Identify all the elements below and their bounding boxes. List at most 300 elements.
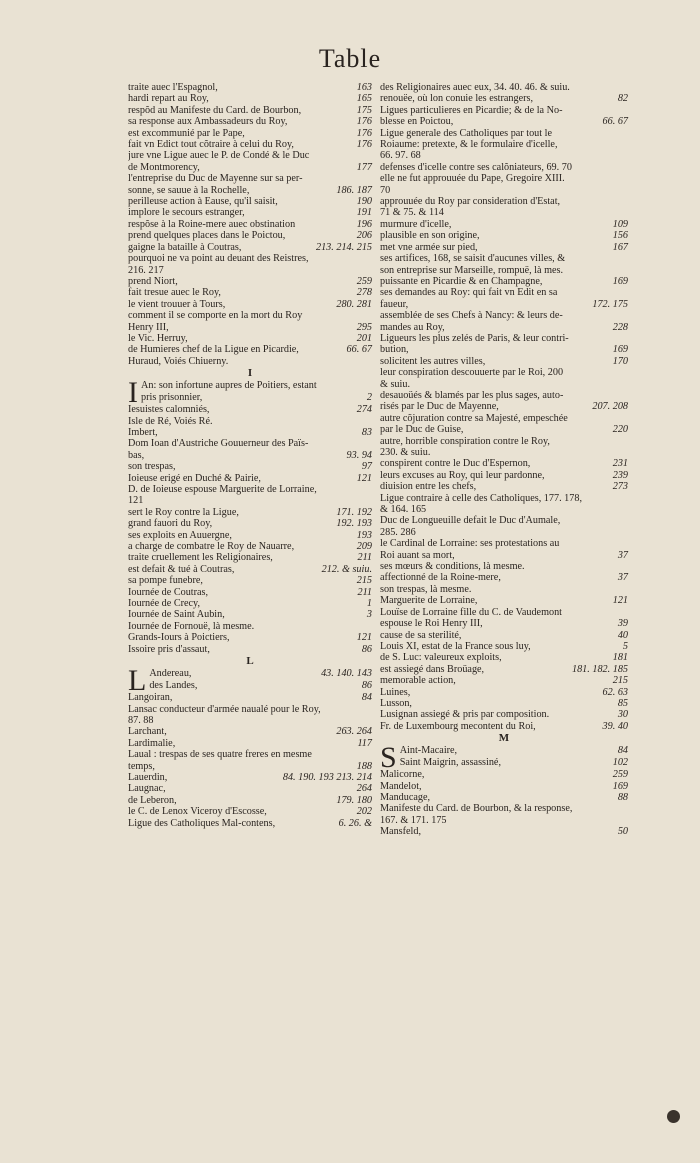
entry-text: l'entreprise du Duc de Mayenne sur sa per- [128,173,303,185]
index-entry [141,392,372,403]
entry-pages: 102 [612,756,628,768]
index-entry [380,196,628,207]
index-entry [141,380,372,391]
entry-pages: 181. 182. 185 [571,663,628,675]
entry-pages: 169 [612,275,628,287]
entry-text: Mandelot, [380,780,422,792]
entry-pages: 117 [357,737,372,749]
index-entry [380,185,628,196]
index-entry [380,401,628,412]
entry-text: fait tresue auec le Roy, [128,287,221,299]
entry-text: D. de Ioieuse espouse Marguerite de Lorraine, [128,484,317,495]
index-entry [380,344,628,355]
index-entry [380,721,628,732]
entry-text: defenses d'icelle contre ses calõniateurs, 69. 70 [380,161,572,173]
entry-text: Lardimalie, [128,737,176,749]
index-entry [380,242,628,253]
index-entry [380,595,628,606]
entries-m-first [400,745,628,769]
index-entry [149,668,372,679]
index-entry [128,276,372,287]
entry-text: autre, horrible conspiration contre le Roy, [380,435,550,447]
entry-text: pourquoi ne va point au deuant des Reistres, [128,253,309,265]
entry-pages: 215 [612,675,628,687]
entry-pages: 280. 281 [336,298,372,310]
entries-l [128,692,372,829]
index-entry [128,461,372,472]
entry-pages: 121 [356,472,372,484]
index-entry [380,413,628,424]
entry-pages: 86 [361,679,372,691]
entry-text: comment il se comporte en la mort du Roy [128,310,303,322]
index-entry [380,276,628,287]
entries-i-first [141,380,372,404]
index-entry [128,818,372,829]
entry-text: de Montmorency, [128,161,200,173]
entry-pages: 165 [356,93,372,105]
index-entry [128,116,372,127]
entry-pages: 3 [366,609,372,621]
entry-text: prend quelques places dans le Poictou, [128,230,286,242]
index-entry [380,561,628,572]
index-entry [128,609,372,620]
index-entry [380,150,628,161]
index-entry [128,404,372,415]
entry-text: espouse le Roi Henry III, [380,618,483,630]
entry-text: pris prisonnier, [141,391,203,403]
entry-text: Iournée de Coutras, [128,586,209,598]
entry-pages: 66. 67 [602,116,628,128]
entry-pages: 211 [357,586,372,598]
index-entry [380,390,628,401]
index-entry [380,515,628,526]
index-entry [380,458,628,469]
entry-pages: 190 [356,196,372,208]
entry-pages: 220 [612,424,628,436]
index-entry [128,253,372,264]
index-entry [380,139,628,150]
index-entry [128,438,372,449]
entry-pages: 259 [356,275,372,287]
index-entry [380,82,628,93]
entry-text: 121 [128,495,144,507]
index-entry [128,242,372,253]
entry-pages: 191 [356,207,372,219]
entry-text: Lusignan assiegé & pris par composition. [380,709,550,721]
index-entry [380,618,628,629]
entry-text: plausible en son origine, [380,230,480,242]
entry-text: elle ne fut approuuée du Pape, Gregoire XIII. [380,173,565,185]
index-entry [128,427,372,438]
entry-text: Laugnac, [128,783,166,795]
index-entry [380,173,628,184]
index-entry [380,493,628,504]
entry-pages: 239 [612,469,628,481]
entry-pages: 84 [361,692,372,704]
index-entry [380,815,628,826]
entry-text: 216. 217 [128,264,164,276]
index-entry [380,207,628,218]
entry-pages: 85 [617,697,628,709]
entry-pages: 193 [356,529,372,541]
index-entry [128,795,372,806]
entry-text: respõse à la Roine-mere auec obstination [128,218,296,230]
entry-text: grand fauori du Roy, [128,518,213,530]
entry-text: 167. & 171. 175 [380,814,447,826]
entry-text: Saint Maigrin, assassiné, [399,756,501,768]
entry-pages: 169 [612,344,628,356]
index-entry [128,749,372,760]
index-entry [128,139,372,150]
entry-pages: 50 [617,826,628,838]
index-entry [380,709,628,720]
entry-text: Ligue des Catholiques Mal-contens, [128,817,276,829]
index-entry [380,93,628,104]
index-entry [128,644,372,655]
entry-pages: 201 [356,332,372,344]
entry-pages: 211 [357,552,372,564]
entry-pages: 206 [356,230,372,242]
index-entry [380,792,628,803]
entry-pages: 274 [356,404,372,416]
index-entry [380,504,628,515]
entry-text: ses artifices, 168, se saisit d'aucunes villes, & [380,253,566,265]
index-entry [128,598,372,609]
entries-m [380,769,628,837]
entry-text: Lansac conducteur d'armée naualé pour le Roy, [128,703,321,715]
entry-pages: 192. 193 [336,518,372,530]
index-entry [128,322,372,333]
entry-text: renouëe, où lon conuie les estrangers, [380,93,534,105]
index-entry [380,584,628,595]
index-entry [128,128,372,139]
entry-text: cause de sa sterilité, [380,629,462,641]
entry-text: est defait & tué à Coutras, [128,563,235,575]
index-entry [128,761,372,772]
index-entry [380,687,628,698]
index-entry [380,219,628,230]
index-entry [380,698,628,709]
entry-text: 285. 286 [380,526,416,538]
entry-text: Dom Ioan d'Austriche Gouuerneur des Païs- [128,438,309,450]
entry-pages: 84 [617,745,628,757]
entry-text: sa response aux Ambassadeurs du Roy, [128,116,288,128]
entry-text: ses mœurs & conditions, là mesme. [380,561,525,573]
index-entry [128,484,372,495]
entry-text: Roi auant sa mort, [380,549,455,561]
entry-text: le vient trouuer à Tours, [128,298,226,310]
entry-text: est excommunié par le Pape, [128,127,245,139]
entry-pages: 278 [356,287,372,299]
index-entry [380,538,628,549]
entries-l-cont [380,82,628,732]
index-entry [128,715,372,726]
index-entry [380,630,628,641]
index-entry [128,621,372,632]
entry-text: hardi repart au Roy, [128,93,209,105]
index-entry [128,692,372,703]
entry-text: a charge de combatre le Roy de Nauarre, [128,541,295,553]
index-entry [380,265,628,276]
entry-text: Henry III, [128,321,169,333]
entry-pages: 37 [617,572,628,584]
entry-text: son trespas, là mesme. [380,583,472,595]
index-entry [380,664,628,675]
entry-text: temps, [128,760,155,772]
entry-pages: 37 [617,549,628,561]
index-entry [380,447,628,458]
index-entry [380,641,628,652]
index-entry [128,518,372,529]
entry-text: bas, [128,449,145,461]
entry-pages: 121 [612,595,628,607]
index-entry [128,806,372,817]
index-entry [380,527,628,538]
index-entry [128,185,372,196]
entry-text: An: son infortune aupres de Poitiers, estant [141,380,317,392]
index-entry [380,481,628,492]
entry-text: Luines, [380,686,411,698]
drop-cap-l: L [128,664,147,698]
entry-text: faueur, [380,298,409,310]
index-entry [380,652,628,663]
index-entry [380,470,628,481]
entry-text: 87. 88 [128,714,154,726]
index-entry [380,607,628,618]
entries-l-first [149,668,372,692]
page-title: Table [318,44,382,73]
entry-text: Andereau, [149,668,192,680]
index-entry [128,196,372,207]
entry-text: Ligues particulieres en Picardie; & de la No- [380,104,563,116]
entry-text: implore le secours estranger, [128,207,245,219]
entry-text: de Humieres chef de la Ligue en Picardie, [128,344,299,356]
entry-text: 71 & 75. & 114 [380,207,444,219]
index-entry [380,356,628,367]
entry-text: Fr. de Luxembourg mecontent du Roi, [380,720,536,732]
entry-pages: 1 [366,598,372,610]
index-entry [380,826,628,837]
entry-text: memorable action, [380,675,456,687]
entry-pages: 231 [612,458,628,470]
entry-text: Aint-Macaire, [399,745,458,757]
entry-text: Lauerdin, [128,771,168,783]
entry-text: affectionné de la Roine-mere, [380,572,501,584]
section-letter-i: I [247,367,253,380]
index-entry [128,162,372,173]
entry-text: diuision entre les chefs, [380,481,477,493]
entry-text: Ioieuse erigé en Duché & Pairie, [128,472,261,484]
entry-pages: 181 [612,652,628,664]
entry-text: assemblée de ses Chefs à Nancy: & leurs de- [380,310,563,322]
entry-pages: 273 [612,481,628,493]
entry-text: gaigne la bataille à Coutras, [128,241,242,253]
index-entry [380,379,628,390]
entry-pages: 62. 63 [602,686,628,698]
entry-pages: 176 [356,139,372,151]
entry-text: Huraud, Voiés Chiuerny. [128,355,229,367]
entry-text: respõd au Manifeste du Card. de Bourbon, [128,104,302,116]
index-entry [128,287,372,298]
index-entry [380,367,628,378]
entry-text: de S. Luc: valeureux exploits, [380,652,502,664]
entry-pages: 86 [361,643,372,655]
index-entry [128,230,372,241]
index-entry [128,150,372,161]
entry-pages: 295 [356,321,372,333]
entry-pages: 39 [617,618,628,630]
entry-text: murmure d'icelle, [380,218,452,230]
entry-pages: 186. 187 [336,184,372,196]
entry-text: met vne armée sur pied, [380,241,478,253]
entry-text: Isle de Ré, Voiés Ré. [128,415,213,427]
entry-text: & suiu. [380,378,411,390]
index-entry [128,207,372,218]
index-entry [128,265,372,276]
entry-text: Laual : trespas de ses quatre freres en mesme [128,749,312,761]
index-entry [380,769,628,780]
index-entry [128,632,372,643]
entry-text: Manifeste du Card. de Bourbon, & la response, [380,803,573,815]
entry-pages: 196 [356,218,372,230]
entry-pages: 259 [612,769,628,781]
entry-pages: 88 [617,791,628,803]
index-entry [380,572,628,583]
entry-text: & 164. 165 [380,504,427,516]
index-entry [128,299,372,310]
entry-pages: 171. 192 [336,506,372,518]
section-letter-m: M [498,732,510,745]
drop-cap-i: I [128,376,138,410]
entry-pages: 84. 190. 193 213. 214 [282,771,372,783]
entry-text: mandes au Roy, [380,321,445,333]
index-entry [380,105,628,116]
index-entry [128,450,372,461]
entry-text: Langoiran, [128,692,173,704]
entry-text: Marguerite de Lorraine, [380,595,478,607]
index-entry [128,344,372,355]
entry-pages: 167 [612,241,628,253]
index-entry [128,704,372,715]
entry-text: Imbert, [128,426,158,438]
index-entry [380,287,628,298]
index-entry [128,416,372,427]
index-entry [380,436,628,447]
index-entry [380,310,628,321]
index-entry [128,105,372,116]
entry-text: Malicorne, [380,769,425,781]
entry-text: jure vne Ligue auec le P. de Condé & le Duc [128,150,310,162]
index-entry [128,541,372,552]
entry-text: Iournée de Saint Aubin, [128,609,225,621]
entry-pages: 207. 208 [592,401,628,413]
index-entry [128,310,372,321]
entry-text: des Religionaires auec eux, 34. 40. 46. & suiu. [380,82,570,93]
entry-pages: 121 [356,632,372,644]
index-entry [400,757,628,768]
entry-text: Lusson, [380,697,412,709]
entry-pages: 212. & suiu. [321,563,372,575]
entry-pages: 202 [356,806,372,818]
entry-text: Roiaume: pretexte, & le formulaire d'icelle, [380,139,558,151]
entry-text: prend Niort, [128,275,178,287]
entry-pages: 39. 40 [602,720,628,732]
index-entry [128,173,372,184]
index-entry [128,333,372,344]
entry-text: le C. de Lenox Viceroy d'Escosse, [128,806,267,818]
entry-text: sert le Roy contre la Ligue, [128,506,239,518]
entry-pages: 176 [356,127,372,139]
entry-text: perilleuse action à Eause, qu'il saisit, [128,196,278,208]
entry-pages: 179. 180 [336,794,372,806]
index-entry [380,675,628,686]
entry-text: blesse en Poictou, [380,116,454,128]
entry-text: par le Duc de Guise, [380,424,464,436]
entry-pages: 215 [356,575,372,587]
entry-text: bution, [380,344,409,356]
entry-text: traite cruellement les Religionaires, [128,552,273,564]
entry-pages: 2 [366,391,372,403]
entry-text: ses demandes au Roy: qui fait vn Edit en sa [380,287,558,299]
entry-pages: 175 [356,104,372,116]
index-entry [380,550,628,561]
index-entry [128,530,372,541]
entry-text: son trespas, [128,461,176,473]
entry-text: est assiegé dans Broüage, [380,663,485,675]
index-entry [128,93,372,104]
entry-text: Ligue contraire à celle des Catholiques, 177. 178, [380,492,582,504]
ink-blot [667,1110,680,1123]
index-entry [380,230,628,241]
entry-text: autre cõjuration contre sa Majesté, empeschée [380,412,568,424]
entry-pages: 30 [617,709,628,721]
entry-text: Larchant, [128,726,167,738]
entry-text: 66. 97. 68 [380,150,421,162]
index-entry [380,162,628,173]
entry-pages: 97 [361,461,372,473]
entry-text: Louis XI, estat de la France sous luy, [380,640,531,652]
index-entry [128,772,372,783]
entry-text: Ligueurs les plus zelés de Paris, & leur contri- [380,332,569,344]
index-entry [128,219,372,230]
entry-pages: 109 [612,218,628,230]
index-entry [128,495,372,506]
entry-pages: 213. 214. 215 [315,241,372,253]
entry-text: Iournée de Fornouë, là mesme. [128,620,255,632]
entry-text: Manducage, [380,791,431,803]
entry-pages: 43. 140. 143 [321,668,372,680]
index-entry [128,783,372,794]
index-entry [380,299,628,310]
entry-pages: 170 [612,355,628,367]
section-letter-l: L [246,655,254,668]
index-entry [128,82,372,93]
entry-text: conspirent contre le Duc d'Espernon, [380,458,531,470]
index-entry [380,781,628,792]
index-entry [380,116,628,127]
entry-text: son entreprise sur Marseille, rompuë, là mes. [380,264,564,276]
entry-pages: 188 [356,760,372,772]
index-entry [128,507,372,518]
entry-pages: 169 [612,780,628,792]
entry-text: le Vic. Herruy, [128,332,188,344]
left-column [128,82,372,829]
entry-text: Ligue generale des Catholiques par tout le [380,127,552,139]
index-entry [380,333,628,344]
entry-text: des Landes, [149,679,198,691]
entry-text: 230. & suiu. [380,447,431,458]
entry-pages: 83 [361,426,372,438]
